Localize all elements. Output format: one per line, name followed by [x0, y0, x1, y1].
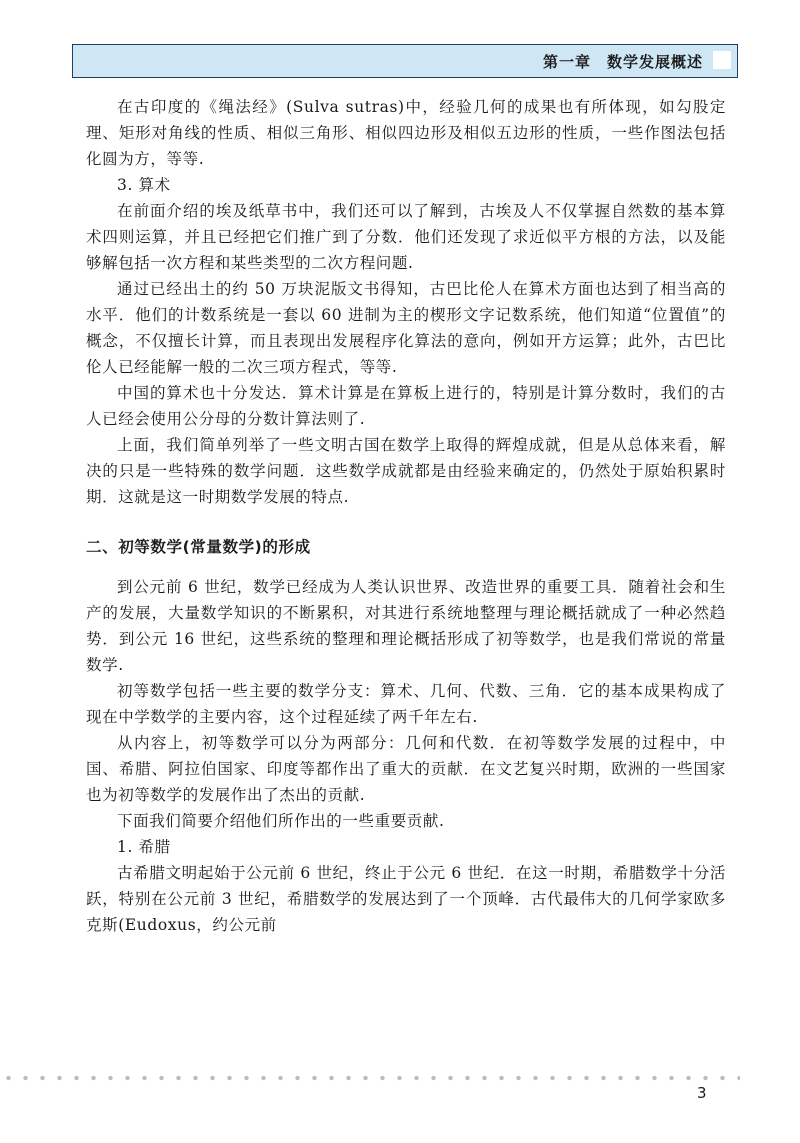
chapter-marker-square — [713, 51, 731, 69]
paragraph-intro-contributions: 下面我们简要介绍他们所作出的一些重要贡献. — [117, 812, 445, 830]
paragraph-babylon-arithmetic: 通过已经出土的约 50 万块泥版文书得知，古巴比伦人在算术方面也达到了相当高的水平．他们的计数系统是一套以 60 进制为主的楔形文字记数系统，他们知道“位置值”的概念，不仅擅长计算，而且表现出发展程序化算法的意向，例如开方运算；此外，古巴比伦人已经能解一般的二次三项方程式，等等. — [86, 280, 726, 376]
chapter-title: 第一章 数学发展概述 — [542, 53, 703, 71]
footer-dotted-divider — [0, 1075, 740, 1081]
page-number: 3 — [697, 1084, 707, 1102]
subheading-greece: 1. 希腊 — [117, 838, 171, 856]
section-heading: 二、初等数学(常量数学)的形成 — [86, 538, 311, 556]
paragraph-content-division: 从内容上，初等数学可以分为两部分：几何和代数．在初等数学发展的过程中，中国、希腊、阿拉伯国家、印度等都作出了重大的贡献．在文艺复兴时期，欧洲的一些国家也为初等数学的发展作出了杰出的贡献. — [86, 734, 726, 804]
paragraph-sulva-sutras: 在古印度的《绳法经》(Sulva sutras)中，经验几何的成果也有所体现，如勾股定理、矩形对角线的性质、相似三角形、相似四边形及相似五边形的性质，一些作图法包括化圆为方，等等. — [86, 98, 726, 168]
subheading-arithmetic: 3. 算术 — [117, 176, 171, 194]
paragraph-greece: 古希腊文明起始于公元前 6 世纪，终止于公元 6 世纪．在这一时期，希腊数学十分活跃，特别在公元前 3 世纪，希腊数学的发展达到了一个顶峰．古代最伟大的几何学家欧多克斯(Eudoxus，约公元前 — [86, 864, 726, 934]
page-body — [86, 94, 726, 938]
chapter-header-bar — [72, 44, 738, 78]
paragraph-china-arithmetic: 中国的算术也十分发达．算术计算是在算板上进行的，特别是计算分数时，我们的古人已经会使用公分母的分数计算法则了. — [86, 384, 726, 428]
paragraph-egypt-arithmetic: 在前面介绍的埃及纸草书中，我们还可以了解到，古埃及人不仅掌握自然数的基本算术四则运算，并且已经把它们推广到了分数．他们还发现了求近似平方根的方法，以及能够解包括一次方程和某些类型的二次方程问题. — [86, 202, 726, 272]
paragraph-summary: 上面，我们简单列举了一些文明古国在数学上取得的辉煌成就，但是从总体来看，解决的只是一些特殊的数学问题．这些数学成就都是由经验来确定的，仍然处于原始积累时期．这就是这一时期数学发展的特点. — [86, 436, 726, 506]
paragraph-branches: 初等数学包括一些主要的数学分支：算术、几何、代数、三角．它的基本成果构成了现在中学数学的主要内容，这个过程延续了两千年左右. — [86, 682, 726, 726]
paragraph-formation: 到公元前 6 世纪，数学已经成为人类认识世界、改造世界的重要工具．随着社会和生产的发展，大量数学知识的不断累积，对其进行系统地整理与理论概括就成了一种必然趋势．到公元 16 世纪，这些系统的整理和理论概括形成了初等数学，也是我们常说的常量数学. — [86, 578, 726, 674]
